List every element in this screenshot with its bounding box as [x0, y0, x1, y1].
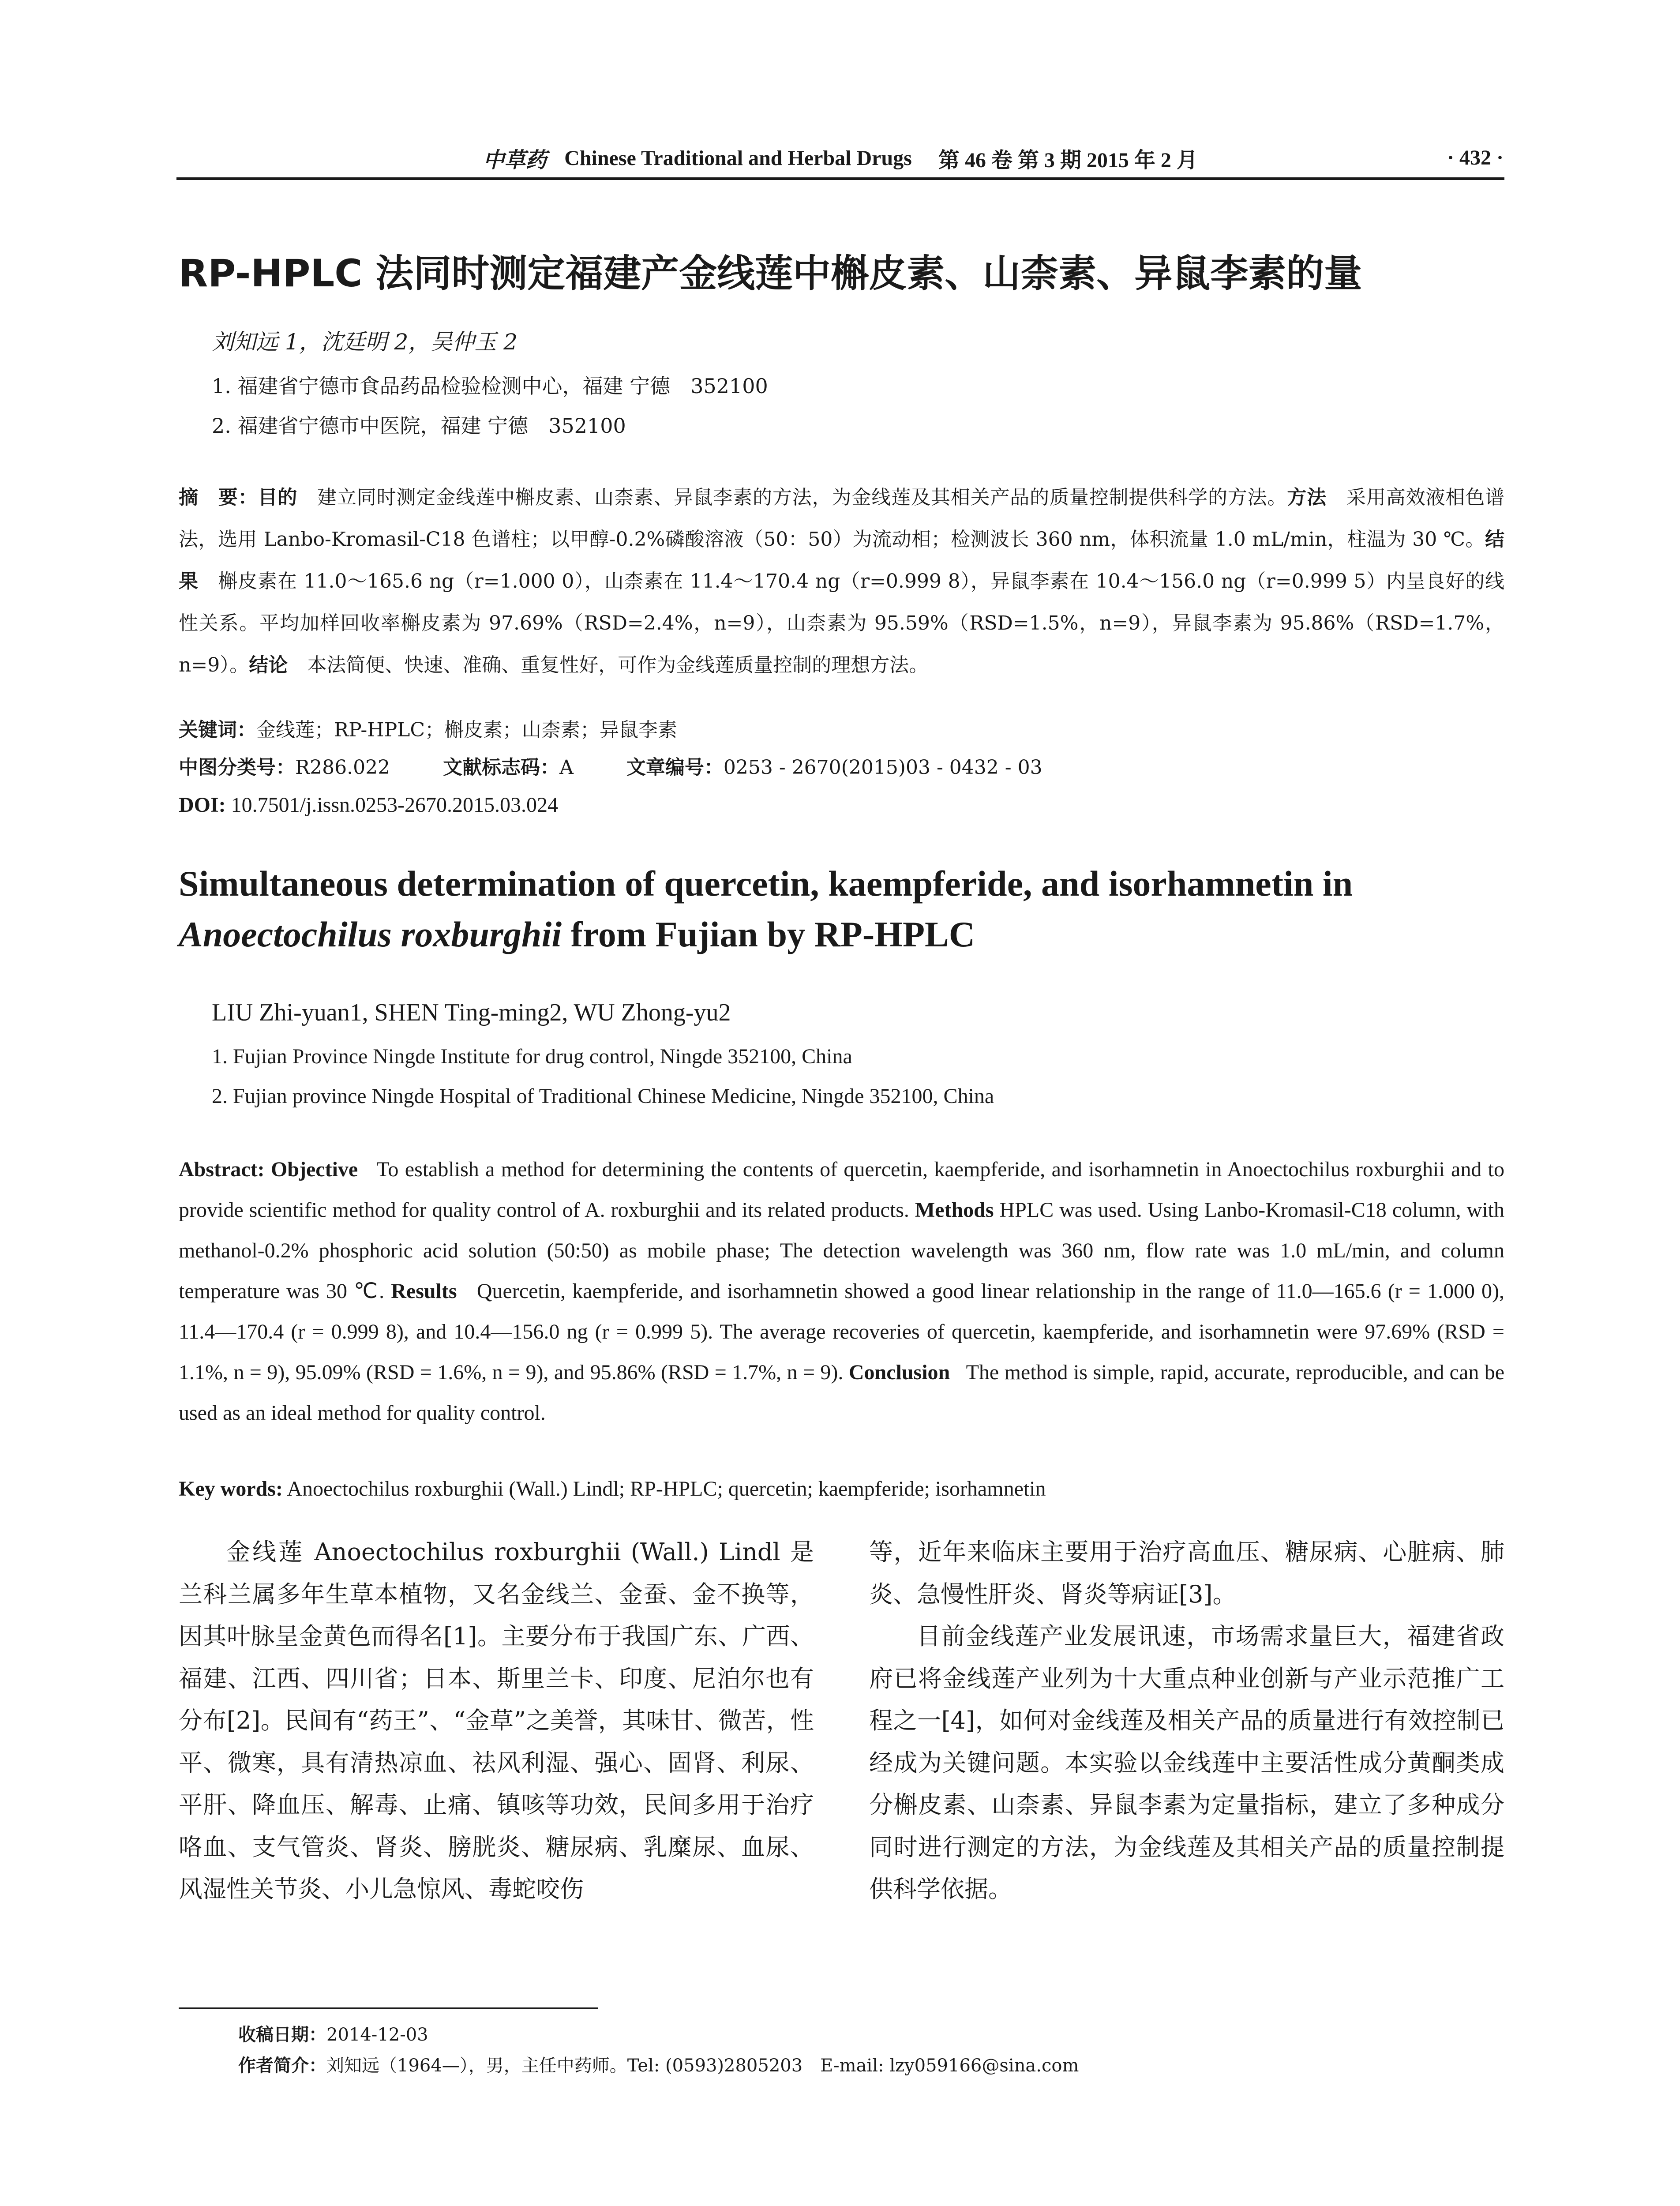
abstract-cn-methods-label: 方法 [1287, 486, 1327, 509]
clc-label: 中图分类号： [179, 756, 295, 779]
abstract-cn-objective-label: 目的 [258, 486, 298, 509]
abstract-cn [179, 476, 1504, 686]
keywords-cn-label: 关键词： [179, 719, 256, 741]
body-paragraph: 金线莲 Anoectochilus roxburghii (Wall.) Lindl 是兰科兰属多年生草本植物，又名金线兰、金蚕、金不换等，因其叶脉呈金黄色而得名[1]。主要分布于我国广东、广西、福建、江西、四川省；日本、斯里兰卡、印度、尼泊尔也有分布[2]。民间有“药王”、“金草”之美誉，其味甘、微苦，性平、微寒，具有清热凉血、祛风利湿、强心、固肾、利尿、平肝、降血压、解毒、止痛、镇咳等功效，民间多用于治疗咯血、支气管炎、肾炎、膀胱炎、糖尿病、乳糜尿、血尿、风湿性关节炎、小儿急惊风、毒蛇咬伤 [179, 1538, 814, 1903]
journal-issue: 第 46 卷 第 3 期 2015 年 2 月 [938, 148, 1198, 172]
title-cn: RP-HPLC 法同时测定福建产金线莲中槲皮素、山柰素、异鼠李素的量 [179, 251, 1362, 296]
authors-cn: 刘知远 1，沈廷明 2，吴仲玉 2 [212, 329, 518, 355]
article-number-value: 0253 - 2670(2015)03 - 0432 - 03 [723, 756, 1042, 779]
body-column-left [179, 1531, 814, 1910]
abstract-en-results: Quercetin, kaempferide, and isorhamnetin showed a good linear relationship in the range of 11.0—165.6 (r = 1.000 0), 11.4—170.4 (r = 0.999 8), and 10.4—156.0 ng (r = 0.999 5). The average recoveries of quercetin, kaempferide, and isorhamnetin were 97.69% (RSD = 1.1%, n = 9), 95.09% (RSD = 1.6%, n = 9), and 95.86% (RSD = 1.7%, n = 9). [179, 1279, 1505, 1384]
header-rule [176, 177, 1504, 180]
affiliation-en-1: 1. Fujian Province Ningde Institute for drug control, Ningde 352100, China [212, 1045, 852, 1068]
abstract-en [179, 1149, 1504, 1433]
keywords-en-label: Key words: [179, 1477, 283, 1501]
abstract-en-methods: HPLC was used. Using Lanbo-Kromasil-C18 column, with methanol-0.2% phosphoric acid solution (50:50) as mobile phase; The detection wavelength was 360 nm, flow rate was 1.0 mL/min, and column temperature was 30 ℃. [179, 1198, 1504, 1303]
bio-label: 作者简介： [238, 2056, 326, 2076]
page-number: · 432 · [1447, 146, 1504, 169]
affiliation-cn-1: 1. 福建省宁德市食品药品检验检测中心，福建 宁德 352100 [212, 374, 768, 398]
abstract-en-conclusion: The method is simple, rapid, accurate, reproducible, and can be used as an ideal method for quality control. [179, 1361, 1504, 1425]
abstract-cn-label: 摘 要： [179, 486, 258, 509]
title-en-line1: Simultaneous determination of quercetin, kaempferide, and isorhamnetin in [179, 863, 1353, 904]
footnote-rule [179, 2007, 598, 2009]
abstract-en-methods-label: Methods [915, 1198, 994, 1222]
body-paragraph: 等，近年来临床主要用于治疗高血压、糖尿病、心脏病、肺炎、急慢性肝炎、肾炎等病证[3]。 [869, 1538, 1504, 1608]
footnote-author-bio [238, 2052, 1079, 2080]
doc-code-value: A [559, 756, 574, 779]
journal-name-cn: 中草药 [483, 147, 547, 173]
received-date: 2014-12-03 [326, 2025, 428, 2045]
title-en-species: Anoectochilus roxburghii [179, 914, 562, 954]
affiliation-cn-2: 2. 福建省宁德市中医院，福建 宁德 352100 [212, 414, 626, 438]
abstract-cn-objective: 建立同时测定金线莲中槲皮素、山柰素、异鼠李素的方法，为金线莲及其相关产品的质量控制提供科学的方法。 [317, 486, 1287, 509]
keywords-en [179, 1471, 1504, 1507]
clc-value: R286.022 [295, 756, 390, 779]
abstract-en-objective-label: Objective [270, 1158, 358, 1181]
article-number-label: 文章编号： [626, 756, 724, 779]
journal-name-en: Chinese Traditional and Herbal Drugs [564, 146, 912, 170]
authors-en: LIU Zhi-yuan1, SHEN Ting-ming2, WU Zhong-yu2 [212, 999, 731, 1026]
classification-line [179, 750, 1095, 785]
keywords-cn [179, 713, 677, 748]
doi-label: DOI: [179, 793, 226, 817]
running-header [176, 140, 1504, 176]
abstract-cn-methods: 采用高效液相色谱法，选用 Lanbo-Kromasil-C18 色谱柱；以甲醇-0.2%磷酸溶液（50：50）为流动相；检测波长 360 nm，体积流量 1.0 mL/min，柱温为 30 ℃。 [179, 486, 1505, 551]
title-en [179, 858, 1502, 960]
doc-code-label: 文献标志码： [443, 756, 560, 779]
abstract-cn-results-label: 结果 [179, 528, 1504, 593]
abstract-en-objective: To establish a method for determining the contents of quercetin, kaempferide, and isorhamnetin in Anoectochilus roxburghii and to provide scientific method for quality control of A. roxburghii and its related products. [179, 1158, 1505, 1222]
keywords-en-text: Anoectochilus roxburghii (Wall.) Lindl; RP-HPLC; quercetin; kaempferide; isorhamnetin [287, 1477, 1046, 1501]
abstract-en-results-label: Results [391, 1279, 457, 1303]
title-en-line2: from Fujian by RP-HPLC [562, 914, 975, 954]
abstract-cn-conclusion-label: 结论 [249, 654, 288, 676]
abstract-cn-conclusion: 本法简便、快速、准确、重复性好，可作为金线莲质量控制的理想方法。 [307, 654, 929, 676]
footnote-received [238, 2021, 428, 2049]
abstract-en-label: Abstract: [179, 1158, 265, 1181]
received-label: 收稿日期： [238, 2025, 326, 2045]
keywords-cn-text: 金线莲；RP-HPLC；槲皮素；山柰素；异鼠李素 [256, 719, 678, 741]
body-paragraph: 目前金线莲产业发展讯速，市场需求量巨大，福建省政府已将金线莲产业列为十大重点种业创新与产业示范推广工程之一[4]，如何对金线莲及相关产品的质量进行有效控制已经成为关键问题。本实验以金线莲中主要活性成分黄酮类成分槲皮素、山柰素、异鼠李素为定量指标，建立了多种成分同时进行测定的方法，为金线莲及其相关产品的质量控制提供科学依据。 [869, 1622, 1504, 1903]
bio-text: 刘知远（1964—），男，主任中药师。Tel: (0593)2805203 E-mail: lzy059166@sina.com [326, 2056, 1079, 2076]
doi-line [179, 788, 558, 823]
body-column-right [869, 1531, 1504, 1910]
abstract-en-conclusion-label: Conclusion [848, 1361, 950, 1384]
abstract-cn-results: 槲皮素在 11.0～165.6 ng（r=1.000 0），山柰素在 11.4～170.4 ng（r=0.999 8），异鼠李素在 10.4～156.0 ng（r=0.999 5）内呈良好的线性关系。平均加样回收率槲皮素为 97.69%（RSD=2.4%，n=9），山柰素为 95.59%（RSD=1.5%，n=9），异鼠李素为 95.86%（RSD=1.7%，n=9）。 [179, 570, 1504, 676]
doi-value: 10.7501/j.issn.0253-2670.2015.03.024 [231, 793, 559, 817]
affiliation-en-2: 2. Fujian province Ningde Hospital of Traditional Chinese Medicine, Ningde 352100, China [212, 1084, 994, 1108]
